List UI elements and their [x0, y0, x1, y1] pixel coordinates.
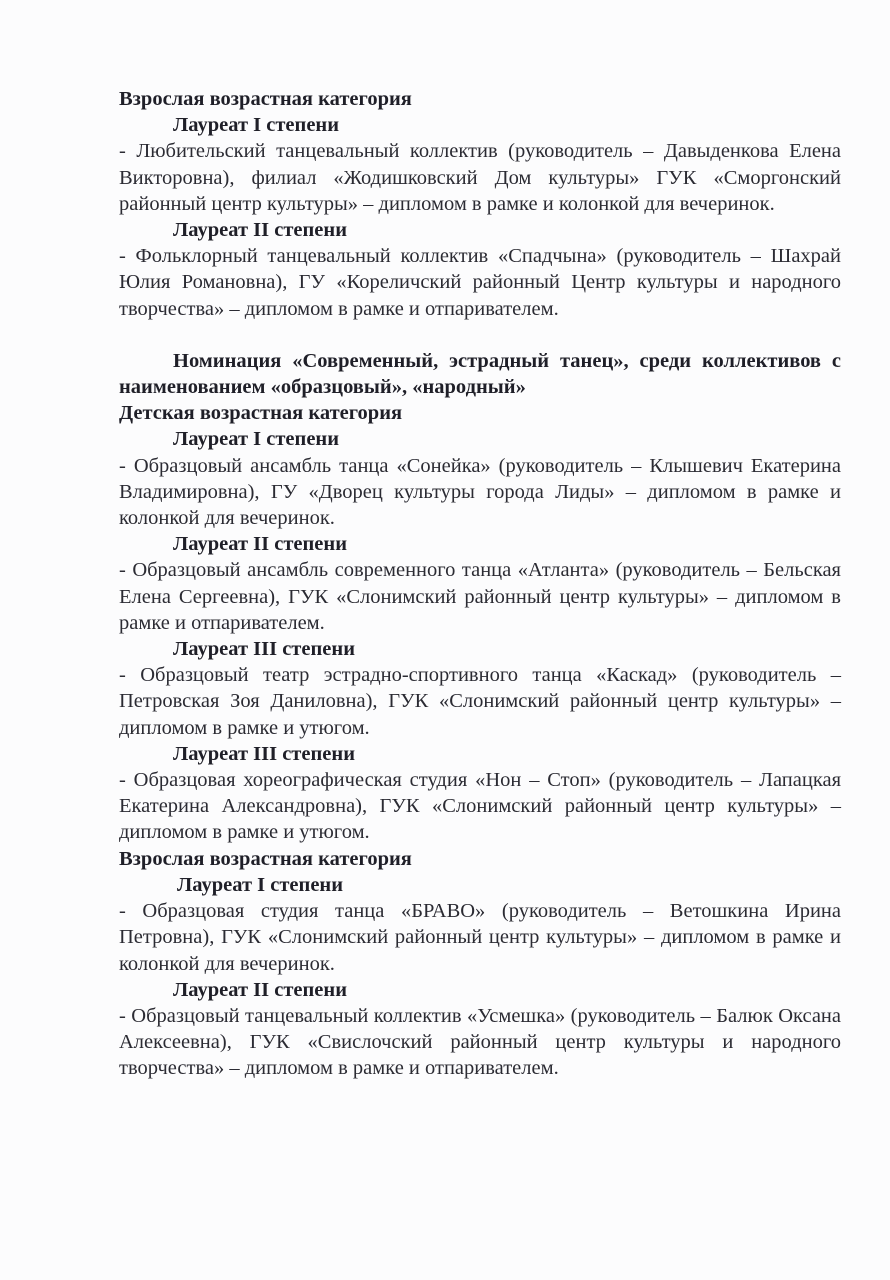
award-entry: - Образцовая студия танца «БРАВО» (руководитель – Ветошкина Ирина Петровна), ГУК «Слонимский районный центр культуры» – дипломом в рамке и колонкой для вечеринок.: [119, 900, 841, 975]
award-entry: - Образцовый ансамбль современного танца «Атланта» (руководитель – Бельская Елена Сергеевна), ГУК «Слонимский районный центр культуры» – дипломом в рамке и отпаривателем.: [119, 559, 841, 634]
document-page: [119, 86, 841, 1082]
laureate-heading: Лауреат II степени: [173, 978, 348, 1001]
laureate-heading: Лауреат III степени: [173, 638, 356, 661]
laureate-heading: Лауреат III степени: [173, 742, 356, 765]
laureate-heading: Лауреат II степени: [173, 533, 348, 556]
laureate-heading: Лауреат II степени: [173, 219, 348, 242]
age-category-heading: Взрослая возрастная категория: [119, 88, 412, 110]
award-entry: - Образцовый театр эстрадно-спортивного танца «Каскад» (руководитель – Петровская Зоя Даниловна), ГУК «Слонимский районный центр культуры» – дипломом в рамке и утюгом.: [119, 664, 841, 739]
award-entry: - Образцовый ансамбль танца «Сонейка» (руководитель – Клышевич Екатерина Владимировна), ГУ «Дворец культуры города Лиды» – дипломом в рамке и колонкой для вечеринок.: [119, 454, 841, 530]
nomination-heading: Номинация «Современный, эстрадный танец», среди коллективов с наименованием «образцовый», «народный»: [119, 349, 841, 399]
age-category-heading: Взрослая возрастная категория: [119, 847, 412, 870]
laureate-heading: Лауреат I степени: [177, 873, 344, 896]
laureate-heading: Лауреат I степени: [173, 114, 340, 137]
award-entry: - Образцовая хореографическая студия «Нон – Стоп» (руководитель – Лапацкая Екатерина Александровна), ГУК «Слонимский районный центр культуры» – дипломом в рамке и утюгом.: [119, 769, 841, 844]
laureate-heading: Лауреат I степени: [173, 428, 340, 451]
award-entry: - Любительский танцевальный коллектив (руководитель – Давыденкова Елена Викторовна), филиал «Жодишковский Дом культуры» ГУК «Сморгонский районный центр культуры» – дипломом в рамке и колонкой для вечеринок.: [119, 140, 841, 215]
award-entry: - Образцовый танцевальный коллектив «Усмешка» (руководитель – Балюк Оксана Алексеевна), ГУК «Свислочский районный центр культуры и народного творчества» – дипломом в рамке и отпаривателем.: [119, 1004, 841, 1080]
award-entry: - Фольклорный танцевальный коллектив «Спадчына» (руководитель – Шахрай Юлия Романовна), ГУ «Кореличский районный Центр культуры и народного творчества» – дипломом в рамке и отпаривателем.: [119, 245, 841, 320]
age-category-heading: Детская возрастная категория: [119, 402, 403, 425]
